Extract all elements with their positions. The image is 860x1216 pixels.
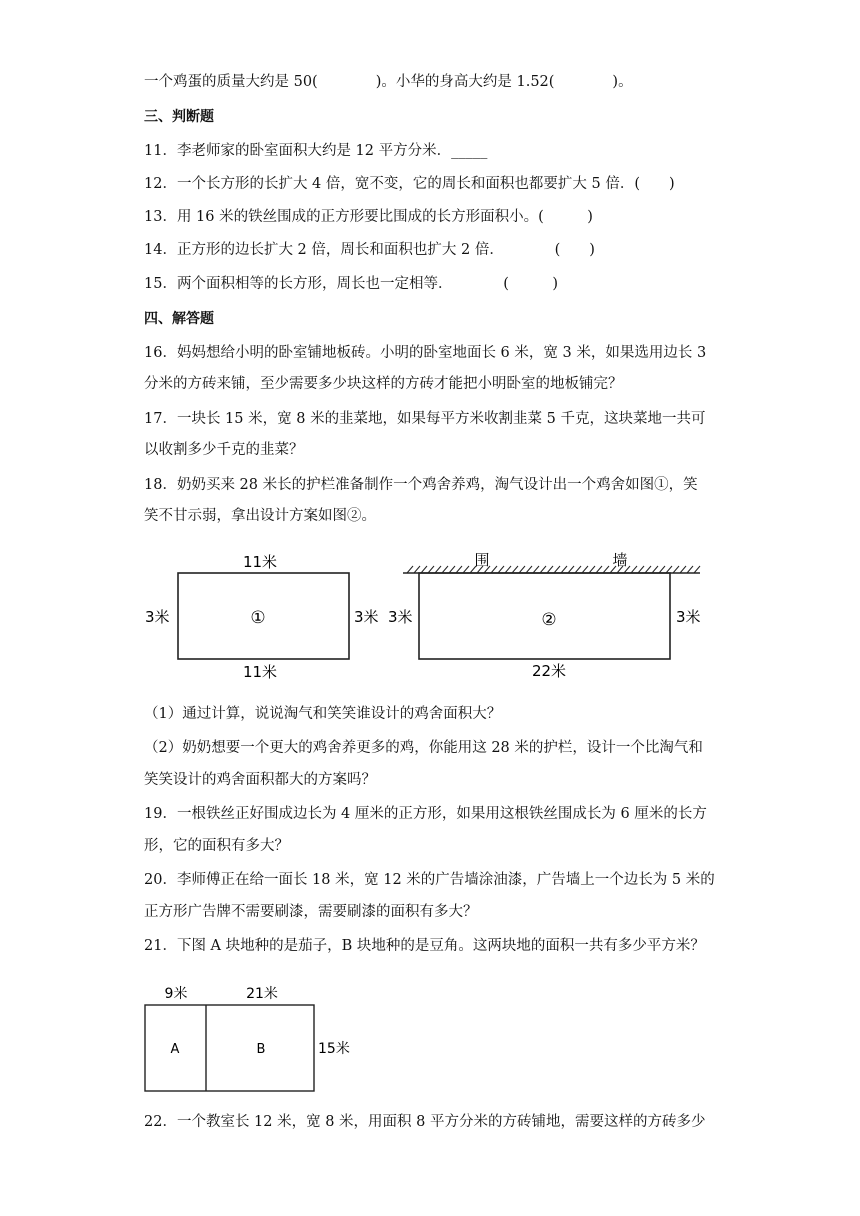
hatch-mark	[554, 566, 560, 573]
hatch-mark	[491, 566, 497, 573]
hatch-mark	[659, 566, 665, 573]
question-20-line1: 20．李师傅正在给一面长 18 米，宽 12 米的广告墙涂油漆，广告墙上一个边长为 5 米的	[144, 872, 715, 888]
question-16-line1: 16．妈妈想给小明的卧室铺地板砖。小明的卧室地面长 6 米，宽 3 米，如果选用边长 3	[144, 345, 707, 361]
question-18-line2: 笑不甘示弱，拿出设计方案如图②。	[144, 508, 376, 524]
hatch-mark	[589, 566, 595, 573]
hatch-mark	[407, 566, 413, 573]
hatch-mark	[540, 566, 546, 573]
hatch-mark	[596, 566, 602, 573]
fig1-left-label: 3米	[145, 608, 170, 626]
figure-1-rectangle	[140, 545, 390, 685]
hatch-mark	[505, 566, 511, 573]
wall-label-1: 围	[474, 551, 490, 569]
hatch-mark	[463, 566, 469, 573]
hatch-mark	[631, 566, 637, 573]
fig3-top-label-a: 9米	[164, 986, 188, 1002]
question-22: 22．一个教室长 12 米，宽 8 米，用面积 8 平方分米的方砖铺地，需要这样的方砖多少	[144, 1114, 706, 1130]
fig3-top-label-b: 21米	[246, 986, 278, 1002]
hatch-mark	[428, 566, 434, 573]
fig2-right-label: 3米	[676, 608, 701, 626]
question-19-line2: 形，它的面积有多大？	[144, 838, 289, 854]
question-20-line2: 正方形广告牌不需要刷漆，需要刷漆的面积有多大？	[144, 904, 478, 920]
hatch-mark	[582, 566, 588, 573]
fig3-right-label: 15米	[318, 1041, 350, 1057]
wall-label-2: 墙	[612, 551, 628, 569]
hatch-mark	[421, 566, 427, 573]
section-heading-answers: 四、解答题	[144, 311, 214, 327]
hatch-mark	[666, 566, 672, 573]
wall-hatch	[407, 566, 700, 573]
hatch-mark	[435, 566, 441, 573]
question-18-sub1: （1）通过计算，说说淘气和笑笑谁设计的鸡舍面积大？	[144, 706, 502, 722]
figure-2-rectangle-with-wall	[385, 545, 710, 685]
hatch-mark	[414, 566, 420, 573]
plot-b-label: B	[256, 1042, 266, 1057]
hatch-mark	[694, 566, 700, 573]
fig2-bottom-label: 22米	[531, 662, 567, 680]
hatch-mark	[687, 566, 693, 573]
hatch-mark	[449, 566, 455, 573]
hatch-mark	[652, 566, 658, 573]
question-13: 13．用 16 米的铁丝围成的正方形要比围成的长方形面积小。( )	[144, 209, 593, 225]
hatch-mark	[673, 566, 679, 573]
hatch-mark	[547, 566, 553, 573]
hatch-mark	[568, 566, 574, 573]
question-15: 15．两个面积相等的长方形，周长也一定相等． ( )	[144, 276, 559, 292]
question-12: 12．一个长方形的长扩大 4 倍，宽不变，它的周长和面积也都要扩大 5 倍．( )	[144, 176, 675, 192]
hatch-mark	[575, 566, 581, 573]
hatch-mark	[638, 566, 644, 573]
fig1-number: ①	[250, 608, 266, 628]
hatch-mark	[498, 566, 504, 573]
question-10-text: 一个鸡蛋的质量大约是 50( )。小华的身高大约是 1.52( )。	[144, 74, 633, 90]
hatch-mark	[645, 566, 651, 573]
hatch-mark	[442, 566, 448, 573]
hatch-mark	[533, 566, 539, 573]
hatch-mark	[603, 566, 609, 573]
fig1-top-label: 11米	[242, 553, 278, 571]
fig2-left-label: 3米	[388, 608, 413, 626]
fig2-number: ②	[541, 610, 557, 630]
question-14: 14．正方形的边长扩大 2 倍，周长和面积也扩大 2 倍． ( )	[144, 242, 595, 258]
fig1-bottom-label: 11米	[242, 663, 278, 681]
question-18-sub2-line1: （2）奶奶想要一个更大的鸡舍养更多的鸡，你能用这 28 米的护栏，设计一个比淘气和	[144, 740, 703, 756]
section-heading-judgement: 三、判断题	[144, 109, 214, 125]
hatch-mark	[512, 566, 518, 573]
figure-3-plots	[140, 980, 370, 1095]
fig1-right-label: 3米	[354, 608, 379, 626]
question-19-line1: 19．一根铁丝正好围成边长为 4 厘米的正方形，如果用这根铁丝围成长为 6 厘米的长方	[144, 806, 707, 822]
hatch-mark	[561, 566, 567, 573]
hatch-mark	[680, 566, 686, 573]
question-18-line1: 18．奶奶买来 28 米长的护栏准备制作一个鸡舍养鸡，淘气设计出一个鸡舍如图①，笑	[144, 477, 698, 493]
question-17-line2: 以收割多少千克的韭菜？	[144, 442, 304, 458]
question-11: 11．李老师家的卧室面积大约是 12 平方分米．_____	[144, 143, 488, 159]
hatch-mark	[519, 566, 525, 573]
plot-a-label: A	[170, 1042, 180, 1057]
question-17-line1: 17．一块长 15 米，宽 8 米的韭菜地，如果每平方米收割韭菜 5 千克，这块菜地一共可	[144, 411, 706, 427]
question-16-line2: 分米的方砖来铺，至少需要多少块这样的方砖才能把小明卧室的地板铺完？	[144, 376, 623, 392]
question-21: 21．下图 A 块地种的是茄子，B 块地种的是豆角。这两块地的面积一共有多少平方米？	[144, 938, 705, 954]
question-18-sub2-line2: 笑笑设计的鸡舍面积都大的方案吗？	[144, 772, 376, 788]
hatch-mark	[456, 566, 462, 573]
hatch-mark	[526, 566, 532, 573]
